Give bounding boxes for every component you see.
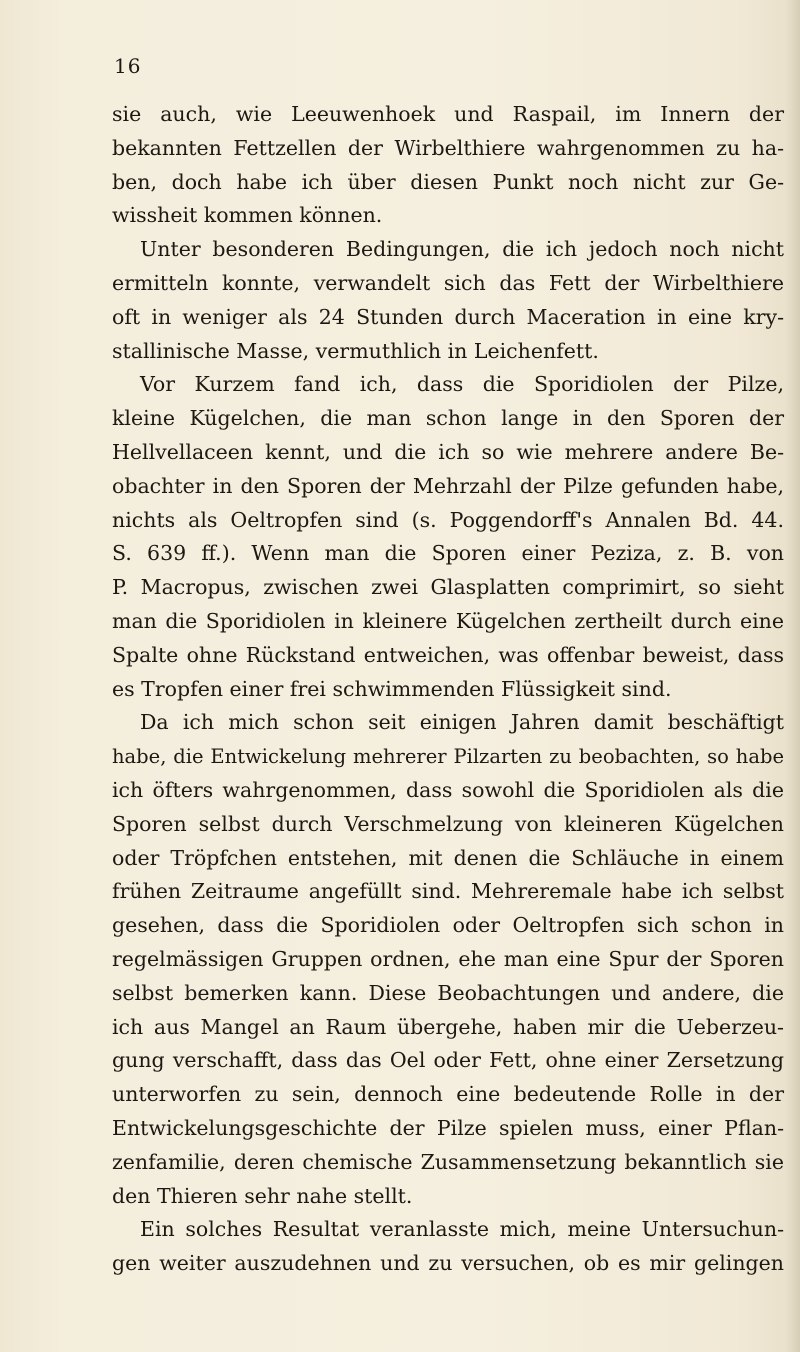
text-line: obachter in den Sporen der Mehrzahl der Pilze gefunden habe, (112, 473, 784, 498)
text-line: Entwickelungsgeschichte der Pilze spielen muss, einer Pflan- (112, 1115, 784, 1140)
text-line: Ein solches Resultat veranlasste mich, meine Untersuchun- (140, 1217, 784, 1242)
text-line: gung verschafft, dass das Oel oder Fett, ohne einer Zersetzung (112, 1048, 784, 1073)
text-line: P. Macropus, zwischen zwei Glasplatten comprimirt, so sieht (112, 575, 784, 600)
text-line: Spalte ohne Rückstand entweichen, was offenbar beweist, dass (112, 642, 784, 667)
page-edge-shadow (786, 0, 800, 1352)
text-line: oft in weniger als 24 Stunden durch Maceration in eine kry- (112, 304, 784, 329)
text-line: ich aus Mangel an Raum übergehe, haben mir die Ueberzeu- (112, 1014, 784, 1039)
text-line: S. 639 ff.). Wenn man die Sporen einer Peziza, z. B. von (112, 541, 784, 566)
text-line: zenfamilie, deren chemische Zusammensetzung bekanntlich sie (112, 1149, 784, 1174)
text-line: selbst bemerken kann. Diese Beobachtungen und andere, die (112, 980, 784, 1005)
body-text (112, 98, 784, 1281)
page-number: 16 (114, 54, 142, 78)
text-line: Sporen selbst durch Verschmelzung von kleineren Kügelchen (112, 811, 784, 836)
text-line: nichts als Oeltropfen sind (s. Poggendorff's Annalen Bd. 44. (112, 507, 784, 532)
text-line: kleine Kügelchen, die man schon lange in den Sporen der (112, 406, 784, 431)
text-line: es Tropfen einer frei schwimmenden Flüssigkeit sind. (112, 676, 672, 701)
text-line: unterworfen zu sein, dennoch eine bedeutende Rolle in der (112, 1082, 784, 1107)
text-line: ich öfters wahrgenommen, dass sowohl die Sporidiolen als die (112, 777, 784, 802)
text-line: Hellvellaceen kennt, und die ich so wie mehrere andere Be- (112, 439, 784, 464)
text-line: stallinische Masse, vermuthlich in Leichenfett. (112, 338, 599, 363)
text-line: sie auch, wie Leeuwenhoek und Raspail, im Innern der (112, 102, 784, 126)
text-line: regelmässigen Gruppen ordnen, ehe man eine Spur der Sporen (112, 946, 784, 971)
text-line: frühen Zeitraume angefüllt sind. Mehreremale habe ich selbst (112, 879, 784, 904)
text-line: man die Sporidiolen in kleinere Kügelchen zertheilt durch eine (112, 608, 784, 633)
text-line: Vor Kurzem fand ich, dass die Sporidiolen der Pilze, (140, 372, 784, 397)
text-line: gen weiter auszudehnen und zu versuchen, ob es mir gelingen (112, 1251, 784, 1276)
text-line: habe, die Entwickelung mehrerer Pilzarten zu beobachten, so habe (112, 745, 784, 769)
text-line: bekannten Fettzellen der Wirbelthiere wahrgenommen zu ha- (112, 135, 784, 160)
text-line: wissheit kommen können. (112, 203, 383, 228)
text-line: Da ich mich schon seit einigen Jahren damit beschäftigt (140, 710, 784, 735)
text-line: oder Tröpfchen entstehen, mit denen die Schläuche in einem (112, 845, 784, 870)
text-line: gesehen, dass die Sporidiolen oder Oeltropfen sich schon in (112, 913, 784, 938)
text-line: Unter besonderen Bedingungen, die ich jedoch noch nicht (140, 237, 784, 262)
text-line: den Thieren sehr nahe stellt. (112, 1183, 413, 1208)
text-line: ben, doch habe ich über diesen Punkt noch nicht zur Ge- (112, 169, 784, 194)
text-line: ermitteln konnte, verwandelt sich das Fett der Wirbelthiere (112, 270, 784, 295)
